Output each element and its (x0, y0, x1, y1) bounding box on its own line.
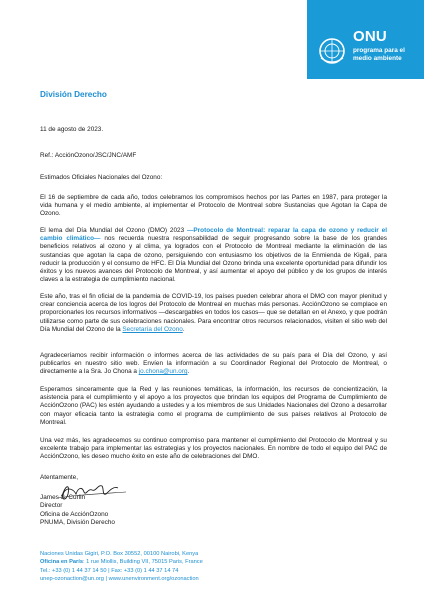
paragraph-2 (40, 227, 387, 284)
logo-title: ONU (353, 28, 387, 45)
paragraph-1: El 16 de septiembre de cada año, todos celebramos los compromisos hechos por las Partes en 1987, para proteger la vida humana y el medio ambiente, al implementar el Protocolo de Montreal sobre Sustancias que Agotan la Capa de Ozono. (40, 194, 387, 218)
paragraph-4-end: . (187, 368, 190, 376)
paragraph-2-intro: El lema del Día Mundial del Ozono (DMO) 2023 (40, 227, 188, 234)
letter-greeting: Estimados Oficiales Nacionales del Ozono: (40, 174, 163, 181)
signatory-title: Director (40, 502, 63, 510)
footer-phone: Tel.: +33 (0) 1 44 37 14 50 | Fax: +33 (0) 1 44 37 14 74 (40, 567, 179, 574)
signatory-name: James S. Curlin (40, 494, 86, 501)
letter-closing: Atentamente, (40, 474, 79, 481)
footer-paris-label: Oficina en París (40, 559, 83, 566)
paragraph-3-end: . (182, 325, 185, 333)
signatory-office: Oficina de AcciónOzono (40, 510, 109, 518)
signatory-org: PNUMA, División Derecho (40, 519, 115, 527)
division-heading: División Derecho (40, 90, 107, 99)
footer-address-paris (40, 558, 203, 566)
paragraph-3-body: Este año, tras el fin oficial de la pandemia de COVID-19, los países pueden celebrar ahora el DMO con mayor plenitud y crear conciencia acerca de los logros del Protocolo de Montreal en muchas más personas. AcciónOzono se complace en proporcionarles los recursos informativos —descargables en todos los casos— que se detallan en el Anexo, y que podrán utilizarse como parte de sus celebraciones nacionales. Para encontrar otros recursos relacionados, visiten el sitio web del Día Mundial del Ozono de la (40, 293, 387, 333)
paragraph-5: Esperamos sinceramente que la Red y las reuniones temáticas, la información, los recursos de concientización, la asistencia para el cumplimiento y el apoyo a los proyectos que brindan los equipos del Programa de Cumplimiento de AcciónOzono (PAC) les estén ayudando a ustedes y a los miembros de sus Unidades Nacionales del Ozono a desarrollar con mayor eficacia tanto la estrategia como el programa de cumplimiento de sus países relativos al Protocolo de Montreal. (40, 386, 387, 426)
letter-date: 11 de agosto de 2023. (40, 126, 104, 133)
email-link[interactable]: jo.chona@un.org (138, 368, 188, 376)
footer-contact (40, 550, 203, 583)
paragraph-3 (40, 293, 387, 334)
paragraph-6: Una vez más, les agradecemos su continuo compromiso para mantener el cumplimiento del Protocolo de Montreal y su excelente trabajo para implementar las estrategias y los proyectos nacionales. En nombre de todo el equipo del PAC de AcciónOzono, les deseo mucho éxito en este año de celebraciones del DMO. (40, 437, 387, 461)
un-emblem-icon (317, 36, 347, 66)
letter-reference: Ref.: AcciónOzono/JSC/JNC/AMF (40, 152, 137, 159)
paragraph-4 (40, 352, 387, 377)
paragraph-4-body: Agradeceríamos recibir información o informes acerca de las actividades de su país para el Día del Ozono, y así publicarlos en nuestro sitio web. Envíen la información a su Coordinador Regional del Protocolo de Montreal, o directamente a la Sra. Jo Chona a (40, 352, 387, 376)
paragraph-2-body: nos recuerda nuestra responsabilidad de seguir progresando sobre la base de los grandes beneficios relativos al ozono y al clima, ya logrados con el Protocolo de Montreal mediante la eliminación de las sustancias que agotan la capa de ozono, persiguiendo con entusiasmo los objetivos de la Enmienda de Kigali, para reducir la producción y el consumo de HFC. El Día Mundial del Ozono brinda una excelente oportunidad para difundir los éxitos y los nuevos avances del Protocolo de Montreal, y así aumentar el apoyo del público y de los grupos de interés claves a la estrategia de cumplimiento nacional. (40, 235, 387, 284)
footer-email-web: unep-ozonaction@un.org | www.unenvironment.org/ozonaction (40, 575, 199, 582)
signature-block (40, 494, 115, 528)
ozone-secretariat-link[interactable]: Secretaría del Ozono (122, 325, 183, 333)
wod-theme-text: —Protocolo de Montreal: reparar la capa de ozono y reducir el cambio climático— (40, 227, 387, 243)
logo-subtitle: programa para el medio ambiente (353, 47, 405, 62)
footer-paris-address: : 1 rue Miollis, Building VII, 75015 Paris, France (83, 559, 203, 566)
unep-logo (307, 0, 424, 79)
footer-address-nairobi: Naciones Unidas Gigiri, P.O. Box 30552, 00100 Nairobi, Kenya (40, 551, 199, 557)
